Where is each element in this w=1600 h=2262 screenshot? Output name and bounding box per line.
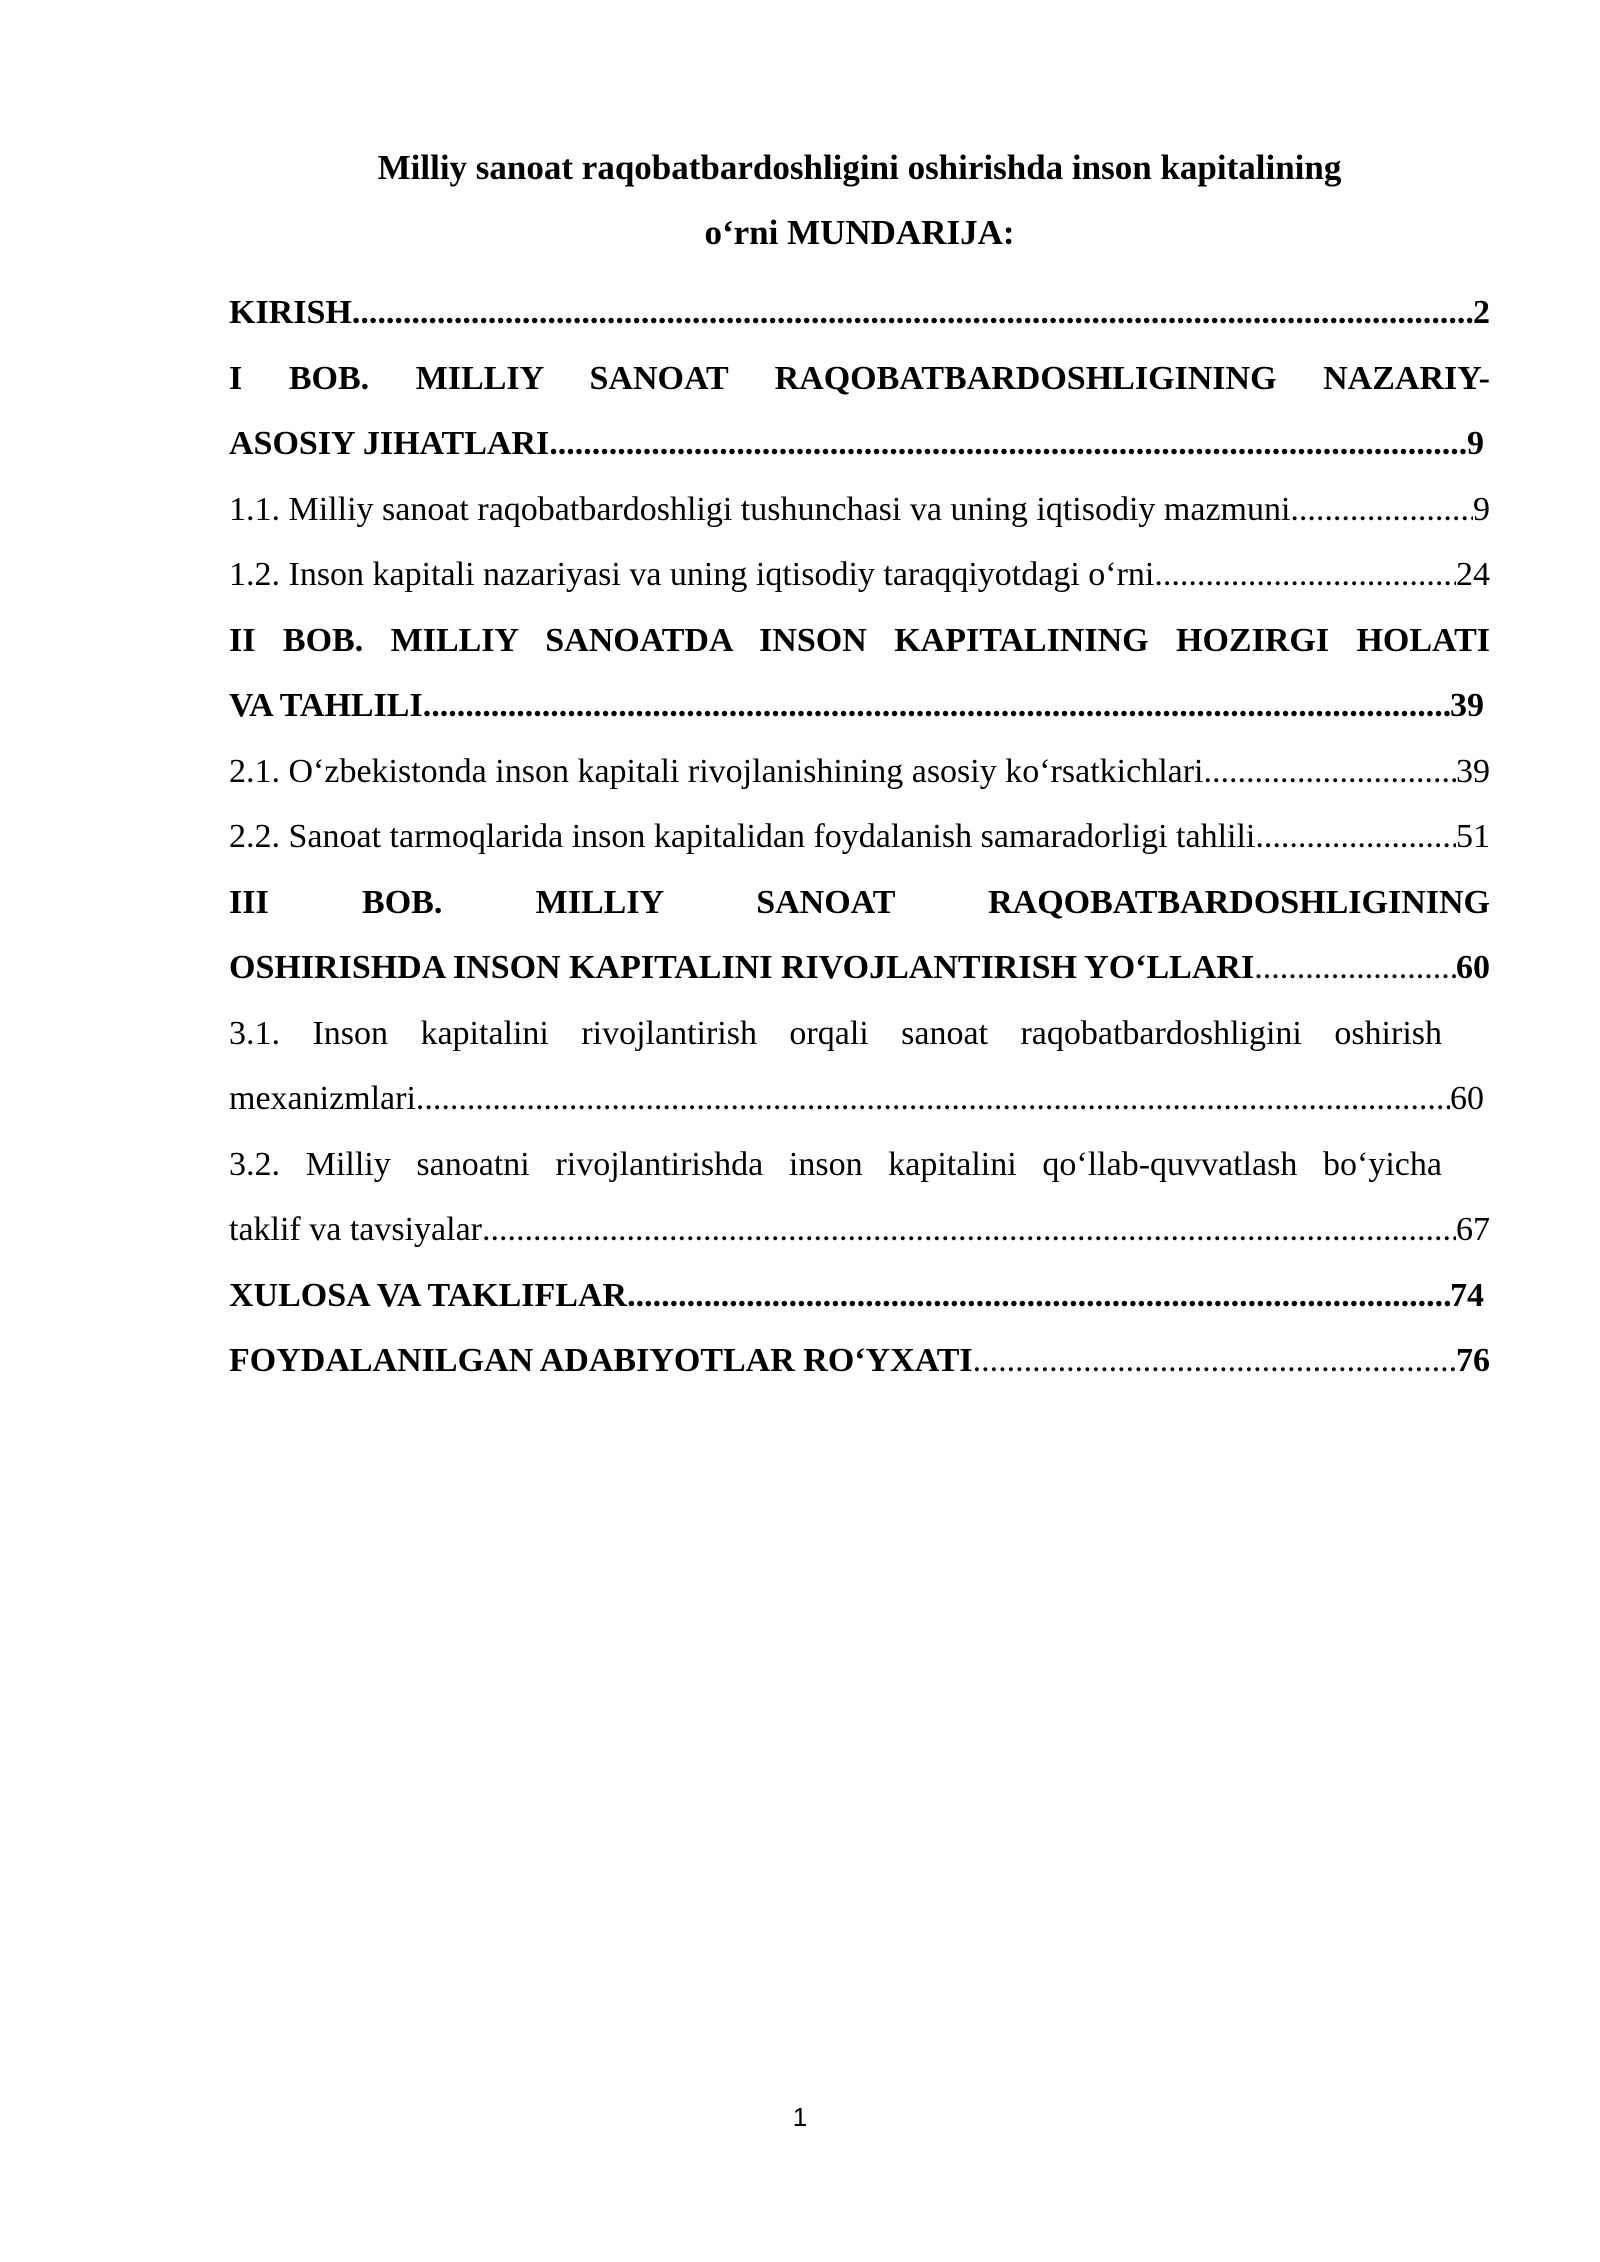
toc-entry-adabiyotlar[interactable] (229, 1328, 1490, 1394)
toc-entry-title: KIRISH (229, 294, 352, 331)
dot-leader (1254, 946, 1456, 990)
dot-leader (1154, 553, 1456, 597)
toc-page-number: 2 (1473, 294, 1490, 331)
toc-entry-xulosa[interactable] (229, 1263, 1490, 1329)
toc-entry-section-3-1-line-1[interactable] (229, 1001, 1490, 1067)
toc-entry-title: taklif va tavsiyalar (229, 1211, 483, 1248)
toc-entry-chapter-1-line-1[interactable] (229, 346, 1490, 412)
dot-leader (416, 1077, 1450, 1121)
dot-leader (973, 1339, 1456, 1383)
toc-page-number: 39 (1450, 687, 1484, 724)
toc-page-number: 24 (1456, 556, 1490, 593)
toc-page-number: 67 (1456, 1211, 1490, 1248)
toc-entry-title: XULOSA VA TAKLIFLAR (229, 1276, 628, 1314)
toc-entry-title: 3.2. Milliy sanoatni rivojlantirishda inson kapitalini qo‘llab-quvvatlash bo‘yicha (229, 1145, 1442, 1183)
document-title-line-2: o‘rni MUNDARIJA: (704, 213, 1015, 252)
toc-entry-title: 3.1. Inson kapitalini rivojlantirish orqali sanoat raqobatbardoshligini oshirish (229, 1014, 1442, 1052)
toc-page-number: 60 (1456, 949, 1490, 986)
toc-page-number: 74 (1450, 1276, 1484, 1314)
toc-entry-title: VA TAHLILI (229, 687, 423, 724)
toc-entry-section-2-1[interactable] (229, 739, 1490, 805)
toc-entry-section-1-1[interactable] (229, 477, 1490, 543)
toc-entry-title: III BOB. MILLIY SANOAT RAQOBATBARDOSHLIGINING (229, 883, 1490, 921)
dot-leader (1204, 750, 1457, 794)
toc-entry-title: 2.2. Sanoat tarmoqlarida inson kapitalidan foydalanish samaradorligi tahlili (229, 818, 1256, 855)
toc-entry-section-2-2[interactable] (229, 804, 1490, 870)
toc-entry-title: mexanizmlari (229, 1080, 416, 1117)
toc-entry-chapter-2-line-2[interactable] (229, 673, 1490, 739)
toc-entry-chapter-3-line-2[interactable] (229, 935, 1490, 1001)
toc-entry-kirish[interactable] (229, 280, 1490, 346)
toc-page-number: 9 (1467, 425, 1484, 462)
dot-leader (423, 684, 1450, 728)
page-number: 1 (792, 2102, 808, 2132)
dot-leader (482, 1208, 1456, 1252)
table-of-contents (229, 280, 1490, 1394)
dot-leader (549, 422, 1467, 466)
toc-entry-title: I BOB. MILLIY SANOAT RAQOBATBARDOSHLIGINING NAZARIY- (229, 359, 1490, 397)
toc-page-number: 60 (1450, 1080, 1484, 1117)
dot-leader (352, 291, 1473, 335)
toc-entry-section-3-2-line-1[interactable] (229, 1132, 1490, 1198)
dot-leader (1290, 488, 1473, 532)
toc-entry-title: FOYDALANILGAN ADABIYOTLAR RO‘YXATI (229, 1342, 973, 1379)
toc-entry-section-3-1-line-2[interactable] (229, 1066, 1490, 1132)
toc-entry-title: ASOSIY JIHATLARI (229, 425, 550, 462)
toc-page-number: 76 (1456, 1342, 1490, 1379)
dot-leader (1255, 815, 1456, 859)
toc-entry-section-3-2-line-2[interactable] (229, 1197, 1490, 1263)
toc-entry-title: 2.1. O‘zbekistonda inson kapitali rivojlanishining asosiy ko‘rsatkichlari (229, 752, 1204, 790)
toc-entry-chapter-1-line-2[interactable] (229, 411, 1490, 477)
toc-entry-title: OSHIRISHDA INSON KAPITALINI RIVOJLANTIRISH YO‘LLARI (229, 949, 1255, 986)
toc-entry-section-1-2[interactable] (229, 542, 1490, 608)
toc-entry-title: II BOB. MILLIY SANOATDA INSON KAPITALINING HOZIRGI HOLATI (229, 621, 1490, 659)
toc-page-number: 39 (1456, 752, 1490, 790)
toc-page-number: 9 (1473, 490, 1490, 528)
toc-entry-title: 1.2. Inson kapitali nazariyasi va uning iqtisodiy taraqqiyotdagi o‘rni (229, 556, 1155, 593)
toc-entry-chapter-2-line-1[interactable] (229, 608, 1490, 674)
toc-page-number: 51 (1456, 818, 1490, 855)
toc-entry-title: 1.1. Milliy sanoat raqobatbardoshligi tushunchasi va uning iqtisodiy mazmuni (229, 490, 1291, 528)
document-title-line-1: Milliy sanoat raqobatbardoshligini oshirishda inson kapitalining (377, 148, 1342, 187)
dot-leader (627, 1274, 1450, 1318)
toc-entry-chapter-3-line-1[interactable] (229, 870, 1490, 936)
